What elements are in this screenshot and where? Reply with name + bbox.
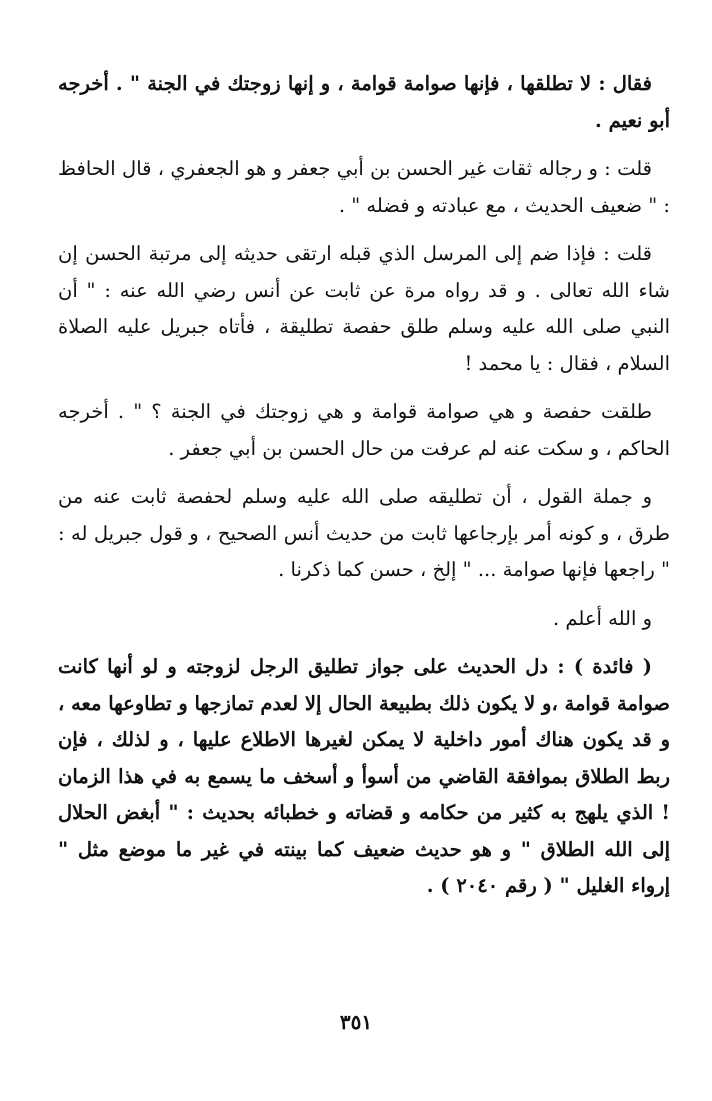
paragraph-5: و جملة القول ، أن تطليقه صلى الله عليه وسلم لحفصة ثابت عنه من طرق ، و كونه أمر بإرجاعها ثابت من حديث أنس الصحيح ، و قول جبريل له : " راجعها فإنها صوامة ... " إلخ ، حسن كما ذكرنا . — [58, 485, 670, 581]
paragraph-6: و الله أعلم . — [553, 606, 652, 630]
paragraph-2: قلت : و رجاله ثقات غير الحسن بن أبي جعفر و هو الجعفري ، قال الحافظ : " ضعيف الحديث ، مع عبادته و فضله " . — [58, 157, 670, 217]
paragraph-1: فقال : لا تطلقها ، فإنها صوامة قوامة ، و إنها زوجتك في الجنة " . أخرجه أبو نعيم . — [58, 72, 670, 132]
page-body — [58, 66, 670, 917]
paragraph-3: قلت : فإذا ضم إلى المرسل الذي قبله ارتقى حديثه إلى مرتبة الحسن إن شاء الله تعالى . و قد رواه مرة عن ثابت عن أنس رضي الله عنه : " أن النبي صلى الله عليه وسلم طلق حفصة تطليقة ، فأتاه جبريل عليه الصلاة السلام ، فقال : يا محمد ! — [58, 242, 670, 375]
paragraph-4: طلقت حفصة و هي صوامة قوامة و هي زوجتك في الجنة ؟ " . أخرجه الحاكم ، و سكت عنه لم عرفت من حال الحسن بن أبي جعفر . — [58, 400, 670, 460]
page-number: ٣٥١ — [339, 1010, 373, 1034]
paragraph-7-note: ( فائدة ) : دل الحديث على جواز تطليق الرجل لزوجته و لو أنها كانت صوامة قوامة ،و لا يكون ذلك بطبيعة الحال إلا لعدم تمازجها و تطاوعها معه ، و قد يكون هناك أمور داخلية لا يمكن لغيرها الاطلاع عليها ، و لذلك ، فإن ربط الطلاق بموافقة القاضي من أسوأ و أسخف ما يسمع به في هذا الزمان ! الذي يلهج به كثير من حكامه و قضاته و خطبائه بحديث : " أبغض الحلال إلى الله الطلاق " و هو حديث ضعيف كما بينته في غير ما موضع مثل " إرواء الغليل " ( رقم ٢٠٤٠ ) . — [58, 655, 670, 897]
